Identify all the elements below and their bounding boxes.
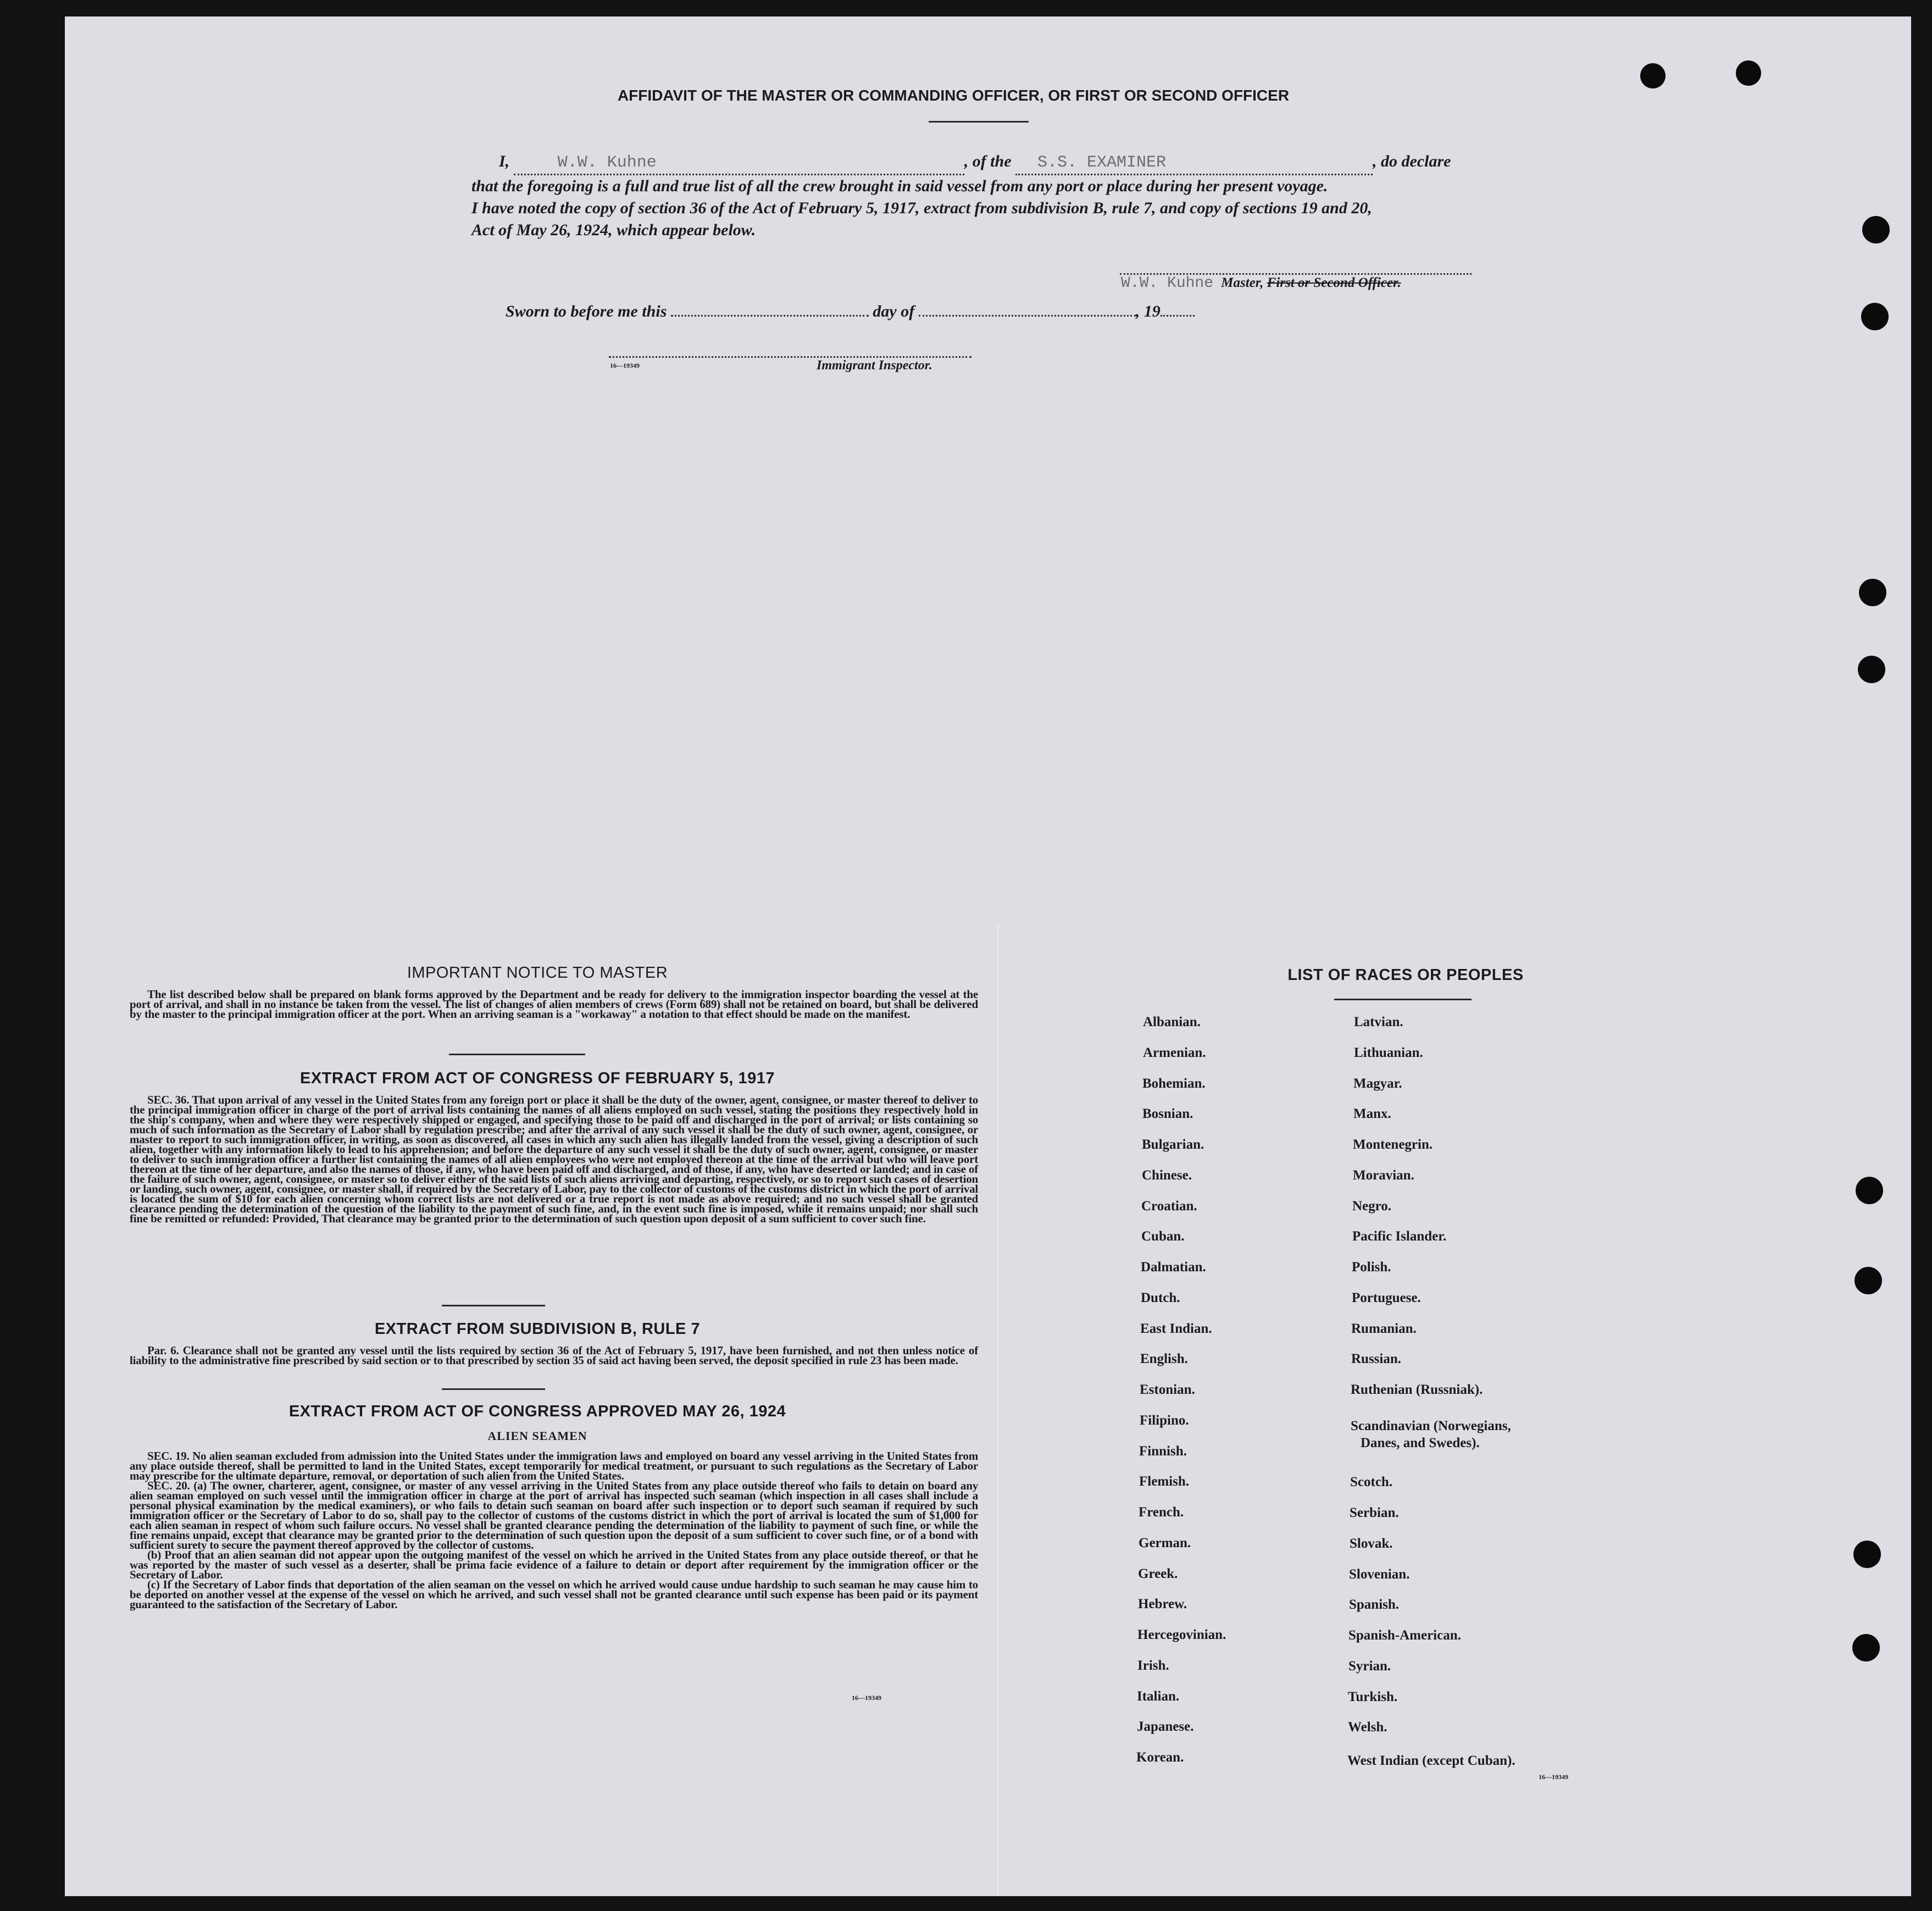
race-item: Manx. xyxy=(1353,1106,1391,1121)
sec-20b-paragraph: (b) Proof that an alien seaman did not appear upon the outgoing manifest of the vessel on which he arrived in the United States from any place outside thereof, or that he was reported by the master of such vessel as a deserter, shall be prima facie evidence of a failure to detain or deport after requirement by the immigration officer or the Secretary of Labor. xyxy=(130,1548,978,1581)
race-item: Korean. xyxy=(1136,1750,1184,1765)
punch-hole xyxy=(1856,1177,1883,1204)
sec-20a-paragraph: SEC. 20. (a) The owner, charterer, agent, consignee, or master of any vessel arriving in the United States from any place outside thereof who fails to detain on board any alien seaman employed on such vessel until the immigration officer in charge at the port of arrival has inspected such seaman (which inspection in all cases shall include a personal physical examination by the medical examiners), or who fails to detain such seaman on board after such inspection or to deport such seaman if required by such immigration officer or the Secretary of Labor to do so, shall pay to the collector of customs of the customs district in which the port of arrival is located the sum of $1,000 for each alien seaman in respect of whom such failure occurs. No vessel shall be granted clearance pending the determination of the liability to payment of such fine, or while the fine remains unpaid, except that clearance may be granted prior to the determination of such question upon the deposit of a sum sufficient to cover such fine, or of a bond with sufficient surety to secure the payment thereof approved by the collector of customs. xyxy=(130,1479,978,1552)
form-number-right: 16—19349 xyxy=(1539,1773,1568,1781)
race-item: Dutch. xyxy=(1141,1290,1180,1305)
form-number-left: 16—19349 xyxy=(852,1694,881,1702)
declaration-line-1: I, W.W. Kuhne , of the S.S. EXAMINER , do declare xyxy=(471,151,1559,175)
inspector-line xyxy=(609,356,971,358)
sec-20c-paragraph: (c) If the Secretary of Labor finds that deportation of the alien seaman on the vessel on which he arrived would cause undue hardship to such seaman he may cause him to be deported on another vessel at the expense of the vessel on which he arrived, and such vessel shall not be granted clearance until such expense has been paid or its payment guaranteed to the satisfaction of the Secretary of Labor. xyxy=(130,1578,978,1611)
race-item: Hebrew. xyxy=(1138,1597,1187,1611)
race-item: Montenegrin. xyxy=(1353,1137,1433,1152)
sworn-line: Sworn to before me this day of , 19 xyxy=(506,302,1195,321)
race-item: Moravian. xyxy=(1353,1168,1414,1183)
rule-7-text: Par. 6. Clearance shall not be granted any vessel until the lists required by section 36 of the Act of February 5, 1917, have been furnished, and not then unless notice of liability to the administrative fine prescribed by said section or to that prescribed by section 35 of said act having been served, the deposit specified in rule 23 has been made. xyxy=(130,1344,978,1367)
race-item: Slovak. xyxy=(1350,1536,1393,1551)
extract-1924-title: EXTRACT FROM ACT OF CONGRESS APPROVED MAY 26, 1924 xyxy=(288,1403,786,1420)
race-item: Greek. xyxy=(1138,1566,1178,1581)
declaration-line-4: Act of May 26, 1924, which appear below. xyxy=(471,221,756,239)
punch-hole xyxy=(1858,656,1885,683)
race-item: Syrian. xyxy=(1348,1659,1391,1674)
race-item: Danes, and Swedes). xyxy=(1361,1436,1480,1450)
race-item: Pacific Islander. xyxy=(1352,1229,1447,1244)
punch-hole xyxy=(1861,303,1889,330)
punch-hole xyxy=(1855,1267,1882,1294)
race-item: Portuguese. xyxy=(1352,1290,1421,1305)
race-item: Flemish. xyxy=(1139,1474,1189,1489)
sworn-day-field[interactable] xyxy=(671,315,869,317)
race-item: Irish. xyxy=(1137,1658,1169,1673)
sworn-month-field[interactable] xyxy=(919,315,1136,317)
race-item: Turkish. xyxy=(1348,1690,1398,1704)
affidavit-title: AFFIDAVIT OF THE MASTER OR COMMANDING OFFICER, OR FIRST OR SECOND OFFICER xyxy=(617,87,1290,104)
vessel-name-field[interactable] xyxy=(1015,151,1373,175)
signature-block: W.W. Kuhne Master, First or Second Officer. xyxy=(1121,275,1401,292)
race-item: French. xyxy=(1139,1505,1184,1520)
declaration-line-2: that the foregoing is a full and true list of all the crew brought in said vessel from any port or place during her present voyage. xyxy=(471,177,1328,195)
race-item: Croatian. xyxy=(1141,1199,1197,1214)
race-item: Bohemian. xyxy=(1142,1076,1206,1091)
races-title: LIST OF RACES OR PEOPLES xyxy=(1287,966,1524,984)
race-item: Spanish. xyxy=(1349,1597,1400,1612)
race-item: Finnish. xyxy=(1139,1444,1187,1459)
race-item: Welsh. xyxy=(1348,1720,1387,1735)
fold-line xyxy=(997,923,999,1896)
race-item: Negro. xyxy=(1352,1199,1392,1214)
struck-officer-label: First or Second Officer. xyxy=(1267,275,1401,290)
punch-hole xyxy=(1852,1634,1880,1661)
race-item: East Indian. xyxy=(1140,1321,1212,1336)
notice-title: IMPORTANT NOTICE TO MASTER xyxy=(407,964,668,982)
vessel-name-value: S.S. EXAMINER xyxy=(1037,153,1167,172)
signature-value: W.W. Kuhne xyxy=(1121,275,1214,292)
race-item: Slovenian. xyxy=(1349,1567,1410,1582)
extract-1924-text xyxy=(130,1451,978,1609)
section-divider xyxy=(442,1305,545,1306)
race-item: West Indian (except Cuban). xyxy=(1347,1753,1515,1768)
notice-text: The list described below shall be prepared on blank forms approved by the Department and be ready for delivery to the immigration inspector boarding the vessel at the port of arrival, and shall in no instance be taken from the vessel. The list of changes of alien members of crews (Form 689) shall not be retained on board, but shall be delivered by the master to the principal immigration officer at the port. When an arriving seaman is a "workaway" a notation to that effect should be made on the manifest. xyxy=(130,988,978,1021)
race-item: Spanish-American. xyxy=(1348,1628,1461,1643)
rule-7-title: EXTRACT FROM SUBDIVISION B, RULE 7 xyxy=(374,1320,701,1338)
punch-hole xyxy=(1640,63,1665,88)
race-item: Armenian. xyxy=(1143,1045,1206,1060)
race-item: Italian. xyxy=(1137,1689,1180,1704)
form-number-top: 16—19349 xyxy=(610,362,640,369)
race-item: Serbian. xyxy=(1350,1505,1399,1520)
sworn-year-field[interactable] xyxy=(1161,315,1195,317)
title-underline xyxy=(929,121,1029,123)
section-divider xyxy=(449,1054,585,1055)
race-item: Lithuanian. xyxy=(1354,1045,1423,1060)
race-item: Latvian. xyxy=(1354,1015,1403,1029)
race-item: Chinese. xyxy=(1142,1168,1192,1183)
alien-seamen-subtitle: ALIEN SEAMEN xyxy=(487,1429,587,1443)
master-name-field[interactable] xyxy=(514,151,964,175)
extract-1917-text: SEC. 36. That upon arrival of any vessel in the United States from any foreign port or place it shall be the duty of the owner, agent, consignee, or master thereof to deliver to the principal immigration officer in charge of the port of arrival lists containing the names of all aliens employed on such vessel, stating the positions they respectively hold in the ship's company, when and where they were respectively shipped or engaged, and specifying those to be paid off and discharged in the port of arrival; or lists containing so much of such information as the Secretary of Labor shall by regulation prescribe; and after the arrival of any such vessel it shall be the duty of such owner, agent, consignee, or master to report to such immigration officer, in writing, as soon as discovered, all cases in which any such alien has illegally landed from the vessel, giving a description of such alien, together with any information likely to lead to his apprehension; and before the departure of any such vessel it shall be the duty of such owner, agent, consignee, or master to deliver to such immigration officer a further list containing the names of all alien employees who were not employed thereon at the time of the arrival but who will leave port thereon at the time of her departure, and also the names of those, if any, who have been paid off and discharged, and of those, if any, who have deserted or landed; and in case of the failure of such owner, agent, consignee, or master so to deliver either of the said lists of such aliens arriving and departing, respectively, or so to report such cases of desertion or landing, such owner, agent, consignee, or master shall, if required by the Secretary of Labor, pay to the collector of customs of the customs district in which the port of arrival is located the sum of $10 for each alien concerning whom correct lists are not delivered or a true report is not made as above required; and no such vessel shall be granted clearance pending the determination of the question of the liability to the payment of such fine, and, in the event such fine is imposed, while it remains unpaid; nor shall such fine be remitted or refunded: Provided, That clearance may be granted prior to the determination of such question upon deposit of a sum sufficient to cover such fine. xyxy=(130,1093,978,1225)
race-item: Ruthenian (Russniak). xyxy=(1351,1382,1483,1397)
race-item: Estonian. xyxy=(1140,1382,1195,1397)
race-item: Magyar. xyxy=(1353,1076,1402,1091)
sec-19-paragraph: SEC. 19. No alien seaman excluded from admission into the United States under the immigration laws and employed on board any vessel arriving in the United States from any place outside thereof, shall be permitted to land in the United States, except temporarily for medical treatment, or pursuant to such regulations as the Secretary of Labor may prescribe for the ultimate departure, removal, or deportation of such alien from the United States. xyxy=(130,1449,978,1482)
punch-hole xyxy=(1862,216,1890,243)
race-item: Russian. xyxy=(1351,1351,1402,1366)
race-item: Cuban. xyxy=(1141,1229,1185,1244)
race-item: Japanese. xyxy=(1137,1719,1194,1734)
declaration-line-3: I have noted the copy of section 36 of the Act of February 5, 1917, extract from subdivision B, rule 7, and copy of sections 19 and 20, xyxy=(471,199,1372,217)
section-divider xyxy=(442,1388,545,1390)
race-item: German. xyxy=(1139,1536,1191,1550)
race-item: Bulgarian. xyxy=(1142,1137,1204,1152)
punch-hole xyxy=(1859,579,1886,606)
race-item: Polish. xyxy=(1352,1260,1391,1275)
races-title-underline xyxy=(1334,999,1472,1000)
master-name-value: W.W. Kuhne xyxy=(557,153,657,172)
race-item: Scandinavian (Norwegians, xyxy=(1351,1419,1511,1433)
extract-1917-title: EXTRACT FROM ACT OF CONGRESS OF FEBRUARY 5, 1917 xyxy=(299,1070,775,1087)
document-page xyxy=(65,16,1911,1896)
race-item: Albanian. xyxy=(1143,1015,1201,1029)
punch-hole xyxy=(1853,1541,1881,1568)
race-item: Rumanian. xyxy=(1351,1321,1417,1336)
race-item: Bosnian. xyxy=(1142,1106,1193,1121)
race-item: English. xyxy=(1140,1351,1188,1366)
race-item: Dalmatian. xyxy=(1141,1260,1206,1275)
race-item: Scotch. xyxy=(1350,1475,1393,1489)
race-item: Hercegovinian. xyxy=(1137,1627,1226,1642)
affidavit-declaration xyxy=(471,151,1559,241)
punch-hole xyxy=(1736,60,1761,86)
race-item: Filipino. xyxy=(1140,1413,1189,1428)
inspector-label: Immigrant Inspector. xyxy=(817,358,932,373)
